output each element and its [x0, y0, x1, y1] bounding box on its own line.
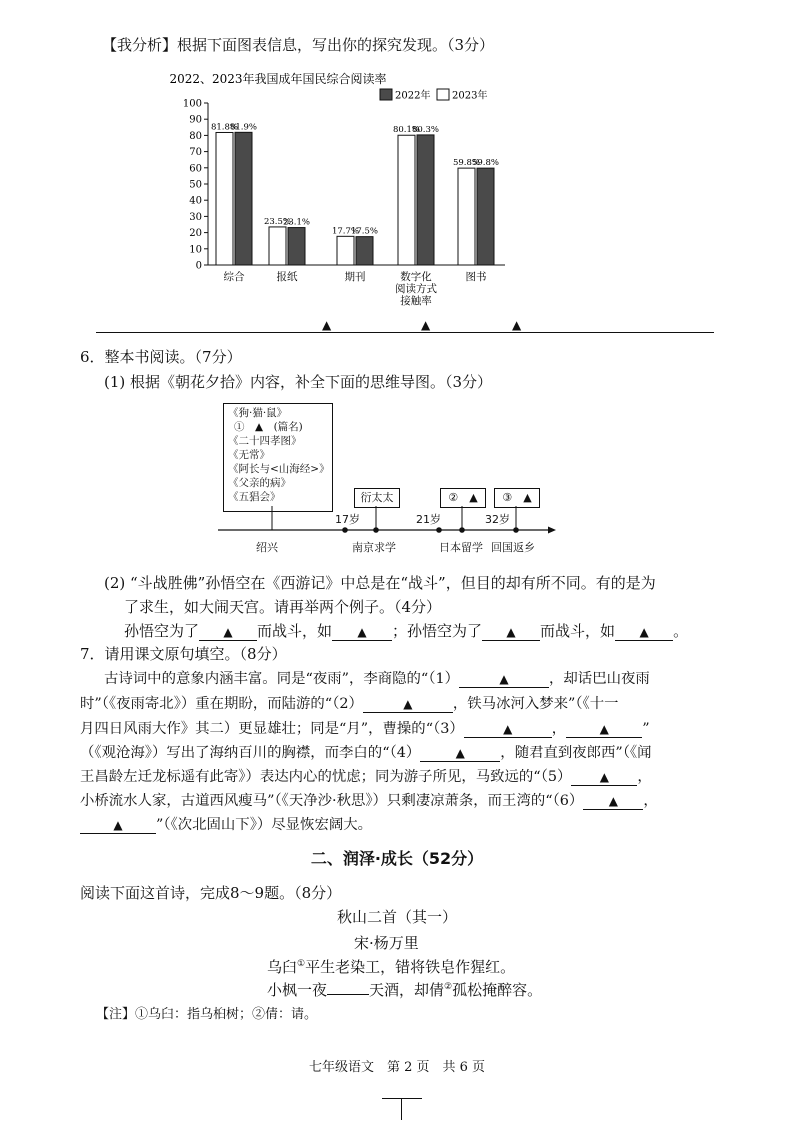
- data-label: 59.8%: [452, 158, 481, 169]
- essay-item-blank: ① ▲ (篇名): [234, 421, 303, 433]
- data-label: 17.7%: [331, 226, 360, 237]
- essay-item: 《父亲的病》: [228, 477, 291, 489]
- mindmap-box-blank-2: ② ▲: [440, 488, 486, 508]
- place-label: 南京求学: [352, 541, 396, 554]
- age-label: 21岁: [416, 513, 441, 526]
- y-tick-label: 100: [182, 98, 202, 110]
- separator-mark: ▲: [512, 318, 522, 332]
- answer-blank[interactable]: ▲: [199, 623, 257, 641]
- page-footer: 七年级语文 第 2 页 共 6 页: [308, 1060, 486, 1075]
- mindmap-box-yantaitai: 衍太太: [354, 488, 400, 508]
- age-label: 17岁: [335, 513, 360, 526]
- answer-blank[interactable]: ▲: [464, 721, 552, 738]
- bar: [356, 237, 373, 265]
- x-tick-label: 数字化: [400, 271, 432, 283]
- bar: [269, 227, 286, 265]
- binding-mark: [382, 1098, 422, 1099]
- data-label: 23.5%: [263, 216, 292, 227]
- data-label: 81.8%: [210, 122, 239, 133]
- y-tick-label: 30: [189, 211, 202, 223]
- bar: [337, 236, 354, 265]
- separator-mark: ▲: [421, 318, 431, 332]
- data-label: 81.9%: [229, 122, 258, 133]
- answer-blank[interactable]: ▲: [571, 769, 637, 786]
- poem-title: 秋山二首（其一）: [336, 908, 457, 926]
- answer-blank[interactable]: ▲: [363, 696, 453, 713]
- essay-item: 《二十四孝图》: [228, 435, 302, 447]
- poem-line-1: 乌臼①平生老染工，错将铁皂作猩红。: [267, 958, 516, 976]
- answer-blank[interactable]: ▲: [459, 671, 549, 688]
- y-tick-label: 60: [189, 163, 202, 175]
- bar: [477, 168, 494, 265]
- essay-item: 《五猖会》: [228, 491, 281, 503]
- y-tick-label: 80: [189, 130, 202, 142]
- answer-blank[interactable]: ▲: [482, 623, 540, 641]
- question-6-part1: (1) 根据《朝花夕拾》内容，补全下面的思维导图。（3分）: [104, 373, 493, 391]
- data-label: 80.3%: [411, 124, 440, 135]
- x-tick-label: 阅读方式: [395, 283, 437, 295]
- legend-label: 2022年: [395, 90, 431, 102]
- question-6-part2-line2: 了求生，如大闹天宫。请再举两个例子。（4分）: [124, 598, 442, 616]
- poem-line-2: 小枫一夜 天酒，却倩②孤松掩醉容。: [267, 981, 543, 999]
- answer-blank[interactable]: ▲: [583, 793, 643, 810]
- answer-text: 孙悟空为了: [124, 622, 200, 640]
- answer-blank[interactable]: ▲: [332, 623, 392, 641]
- separator-mark: ▲: [322, 318, 332, 332]
- legend-swatch: [380, 89, 392, 100]
- y-tick-label: 40: [189, 195, 202, 207]
- poem-note: 【注】①乌臼：指乌桕树；②倩：请。: [96, 1007, 318, 1022]
- answer-blank[interactable]: ▲: [80, 817, 156, 834]
- poem-author: 宋·杨万里: [354, 934, 419, 952]
- y-tick-label: 70: [189, 147, 202, 159]
- answer-text: 。: [673, 622, 689, 640]
- poem-blank[interactable]: [327, 994, 369, 995]
- y-tick-label: 90: [189, 114, 202, 126]
- data-label: 59.8%: [471, 158, 500, 169]
- place-label: 回国返乡: [491, 541, 535, 554]
- binding-mark: [401, 1098, 402, 1120]
- data-label: 23.1%: [282, 217, 311, 228]
- question-6-answer-line: [124, 620, 688, 641]
- x-tick-label: 报纸: [276, 271, 298, 283]
- legend-swatch: [437, 89, 449, 100]
- mindmap-box-blank-3: ③ ▲: [494, 488, 540, 508]
- y-tick-label: 50: [189, 179, 202, 191]
- answer-blank[interactable]: ▲: [615, 623, 673, 641]
- chart-title: 2022、2023年我国成年国民综合阅读率: [169, 72, 387, 86]
- age-label: 32岁: [485, 513, 510, 526]
- question-6-part2-line1: (2) “斗战胜佛”孙悟空在《西游记》中总是在“战斗”，但目的却有所不同。有的是为: [104, 574, 656, 592]
- legend-label: 2023年: [452, 90, 488, 102]
- bar: [398, 135, 415, 265]
- x-tick-label: 接触率: [400, 295, 432, 307]
- y-tick-label: 10: [189, 244, 202, 256]
- place-label: 绍兴: [256, 541, 278, 554]
- data-label: 17.5%: [350, 226, 379, 237]
- section-divider: [96, 332, 714, 333]
- answer-text: 而战斗，如: [540, 622, 616, 640]
- chart-bars: [211, 122, 499, 265]
- bar: [235, 132, 252, 265]
- answer-blank[interactable]: ▲: [420, 745, 500, 762]
- y-tick-label: 20: [189, 228, 202, 240]
- answer-blank[interactable]: ▲: [566, 721, 642, 738]
- data-label: 80.1%: [392, 125, 421, 136]
- place-label: 日本留学: [439, 541, 483, 554]
- bar: [216, 132, 233, 265]
- bar: [417, 135, 434, 265]
- question-6-title: 6．整本书阅读。（7分）: [80, 348, 242, 366]
- x-tick-label: 期刊: [344, 271, 366, 283]
- x-tick-label: 综合: [223, 271, 245, 283]
- bar: [458, 168, 475, 265]
- chart-legend: [380, 89, 487, 102]
- analysis-prompt: 【我分析】根据下面图表信息，写出你的探究发现。（3分）: [102, 36, 495, 54]
- poem-intro: 阅读下面这首诗，完成8～9题。（8分）: [80, 884, 342, 902]
- answer-text: 而战斗，如: [257, 622, 333, 640]
- question-7-title: 7．请用课文原句填空。（8分）: [80, 645, 287, 663]
- y-tick-label: 0: [195, 260, 202, 272]
- essay-item: 《阿长与<山海经>》: [228, 463, 330, 475]
- x-tick-label: 图书: [465, 271, 487, 283]
- mindmap-essay-box: [223, 403, 333, 512]
- essay-item: 《无常》: [228, 449, 270, 461]
- answer-text: ；孙悟空为了: [392, 622, 483, 640]
- essay-item: 《狗·猫·鼠》: [228, 407, 288, 419]
- section-heading: 二、润泽·成长（52分）: [310, 849, 484, 868]
- bar: [288, 228, 305, 265]
